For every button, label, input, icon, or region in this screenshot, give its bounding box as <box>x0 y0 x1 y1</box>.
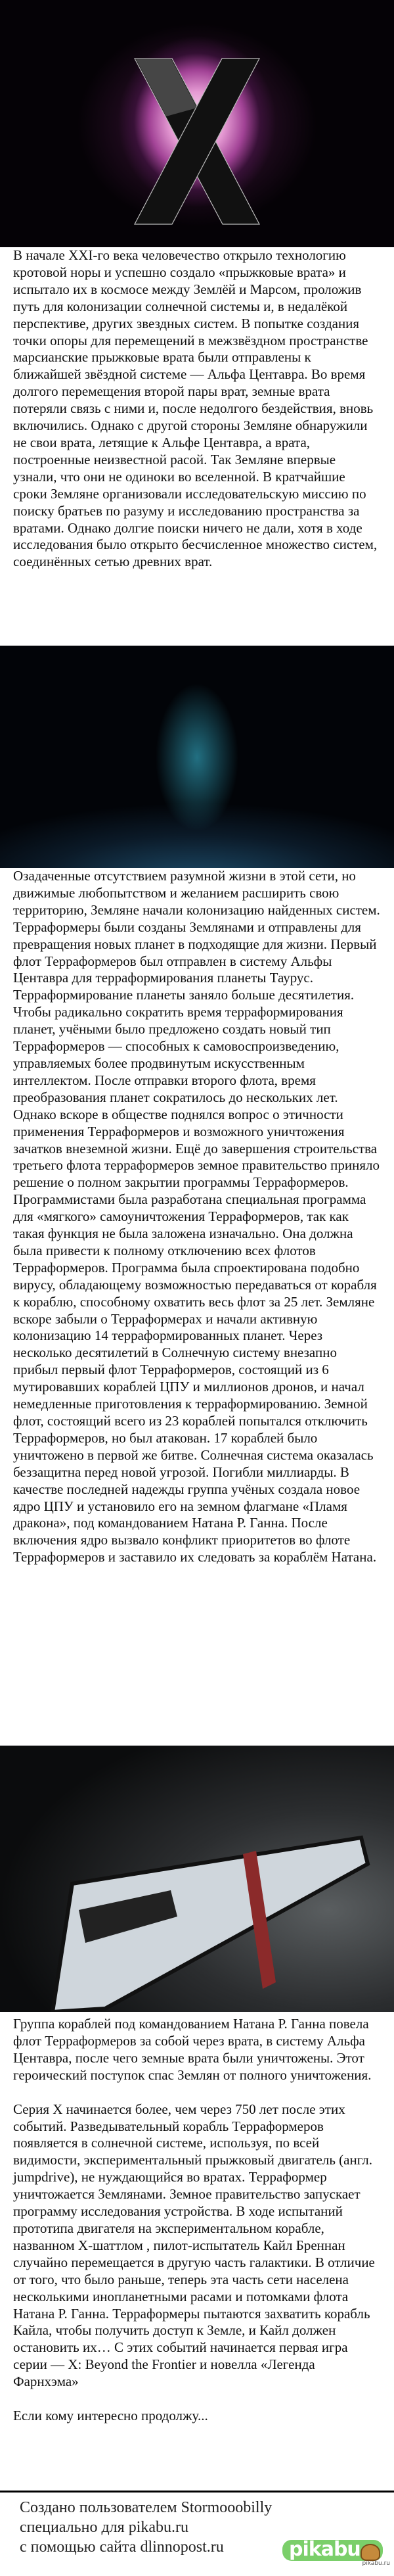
series-paragraph-3: Если кому интересно продолжу... <box>13 2408 208 2424</box>
x-logo-banner-image <box>0 0 394 247</box>
pikabu-logo-text: pikabu <box>289 2538 361 2561</box>
spaceship-image <box>0 1746 394 2012</box>
spaceship-icon <box>0 1746 394 2012</box>
series-section <box>0 2012 394 2491</box>
credit-tool: с помощью сайта dlinnopost.ru <box>20 2539 224 2556</box>
series-paragraph-1: Группа кораблей под командованием Натана Р. Ганна повела флот Терраформеров за собой через врата, в систему Альфа Центавра, после чего земные врата были уничтожены. Этот героический поступок спас Землян от полного уничтожения. <box>13 2016 372 2083</box>
x-logo-icon <box>0 0 394 247</box>
intro-section <box>0 247 394 646</box>
jump-gate-image <box>0 646 394 868</box>
credits-footer <box>0 2493 394 2576</box>
watermark: pikabu.ru <box>362 2560 390 2567</box>
intro-paragraph: В начале XXI-го века человечество открыло технологию кротовой норы и успешно создало «прыжковые врата» и испытало их в космосе между Землёй и Марсом, проложив путь для колонизации солнечной системы и, в недалёкой перспективе, других звездных систем. В попытке создания точки опоры для перемещений в межзвёздном пространстве марсианские прыжковые врата были отправлены к ближайшей звёздной системе — Альфа Центавра. Во время долгого перемещения второй пары врат, земные врата потеряли связь с ними и, после недолгого бездействия, вновь включились. Однако с другой стороны Земляне обнаружили не свои врата, летящие к Альфе Центавра, а врата, построенные неизвестной расой. Так Земляне впервые узнали, что они не одиноки во вселенной. В кратчайшие сроки Земляне организовали исследовательскую миссию по поиску братьев по разуму и исследованию пространства за вратами. Однако долгие поиски ничего не дали, хотя в ходе исследования было открыто бесчисленное множество систем, соединённых сетью древних врат. <box>13 247 378 570</box>
credit-author: Создано пользователем Stormooobilly <box>20 2499 273 2516</box>
credit-site: специально для pikabu.ru <box>20 2519 189 2536</box>
terraformers-section <box>0 868 394 1746</box>
terraformers-paragraph: Озадаченные отсутствием разумной жизни в этой сети, но движимые любопытством и желанием расширить свою территорию, Земляне начали колонизацию найденных систем. Терраформеры были созданы Землянами и отправлены для превращения новых планет в подходящие для жизни. Первый флот Терраформеров был отправлен в систему Альфы Центавра для терраформирования планеты Таурус. Терраформирование планеты заняло больше десятилетия. Чтобы радикально сократить время терраформирования планет, учёными было предложено создать новый тип Терраформеров — способных к самовоспроизведению, управляемых более продвинутым искусственным интеллектом. После отправки второго флота, время преобразования планет сократилось до нескольких лет. Однако вскоре в обществе поднялся вопрос о этичности применения Терраформеров и возможного уничтожения зачатков внеземной жизни. Ещё до завершения строительства третьего флота терраформеров земное правительство приняло решение о полном закрытии программы Терраформеров. Программистами была разработана специальная программа для «мягкого» самоуничтожения Терраформеров, так как такая функция не была заложена изначально. Она должна была привести к полному отключению всех флотов Терраформеров. Программа была спроектирована подобно вирусу, обладающему возможностью передаваться от корабля к кораблю, способному охватить весь флот за 25 лет. Земляне вскоре забыли о Терраформерах и начали активную колонизацию 14 терраформированных планет. Через несколько десятилетий в Солнечную систему внезапно прибыл первый флот Терраформеров, состоящий из 6 мутировавших кораблей ЦПУ и миллионов дронов, и начал немедленные приготовления к терраформированию. Земной флот, состоящий всего из 23 кораблей попытался отключить Терраформеров, но был атакован. 17 кораблей было уничтожено в первой же битве. Солнечная система оказалась беззащитна перед новой угрозой. Погибли миллиарды. В качестве последней надежды группа учёных создала новое ядро ЦПУ и установило его на земном флагмане «Пламя дракона», под командованием Натана Р. Ганна. После включения ядро вызвало конфликт приоритетов во флоте Терраформеров и заставило их следовать за кораблём Натана. <box>13 868 380 1565</box>
series-paragraph-2: Серия X начинается более, чем через 750 лет после этих событий. Разведывательный корабль Терраформеров появляется в солнечной системе, используя, по всей видимости, экспериментальный прыжковый двигатель (англ. jumpdrive), не нуждающийся во вратах. Терраформер уничтожается Землянами. Земное правительство запускает программу исследования устройства. В ходе испытаний прототипа двигателя на экспериментальном корабле, названном X-шаттлом , пилот-испытатель Кайл Бреннан случайно перемещается в другую часть галактики. В отличие от того, что было раньше, теперь эта часть сети населена несколькими инопланетными расами и потомками флота Натана Р. Ганна. Терраформеры пытаются захватить корабль Кайла, чтобы получить доступ к Земле, и Кайл должен остановить их… С этих событий начинается первая игра серии — X: Beyond the Frontier и новелла «Легенда Фарнхэма» <box>13 2101 375 2390</box>
